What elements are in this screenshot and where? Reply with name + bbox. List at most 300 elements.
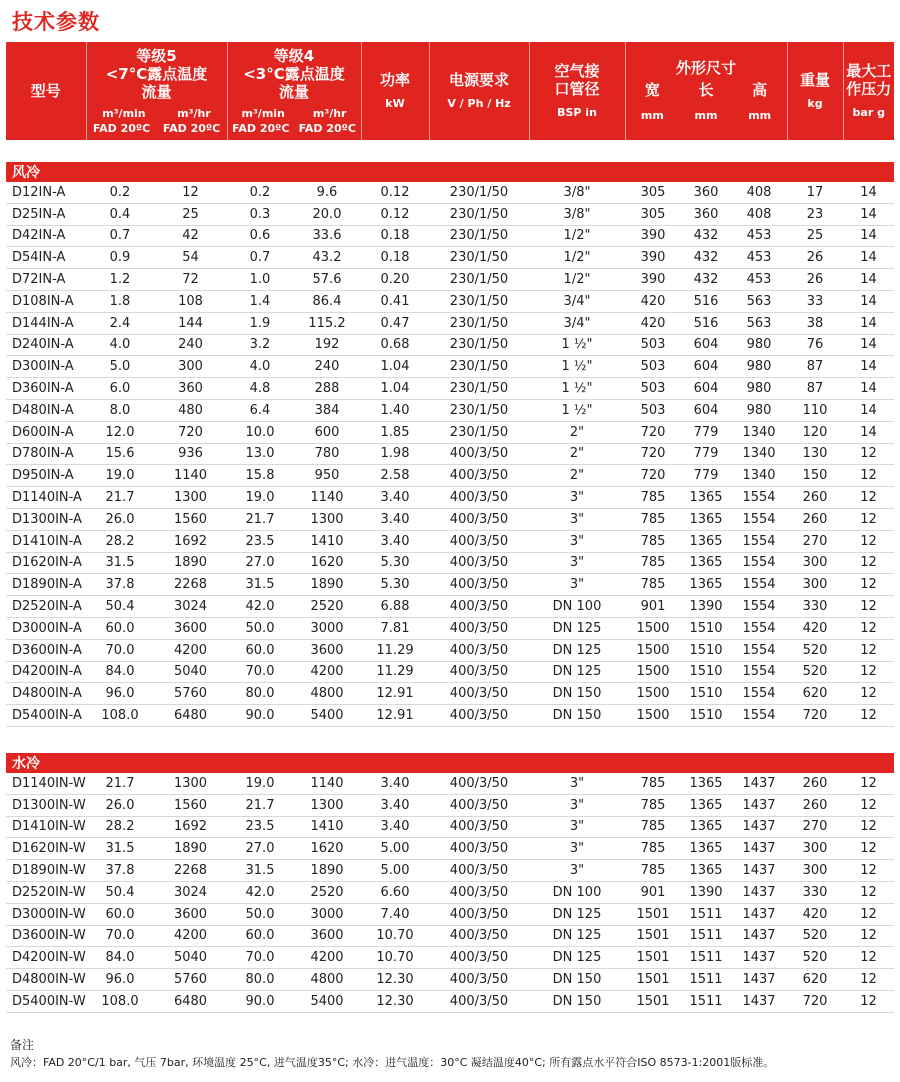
spec-cell: 950 — [293, 465, 361, 487]
spec-cell: 230/1/50 — [429, 312, 529, 334]
model-cell: D480IN-A — [6, 399, 86, 421]
header-pressure: 最大工 作压力 bar g — [843, 42, 894, 140]
spec-cell: 3600 — [154, 617, 227, 639]
spec-cell: 300 — [787, 574, 843, 596]
spec-cell: 1365 — [681, 530, 731, 552]
spec-cell: 23 — [787, 203, 843, 225]
table-row — [6, 487, 894, 509]
spec-cell: 2" — [529, 443, 625, 465]
spec-cell: 1560 — [154, 794, 227, 816]
header-power: 功率 kW — [361, 42, 429, 140]
spec-cell: 563 — [731, 290, 787, 312]
model-cell: D1140IN-A — [6, 487, 86, 509]
spec-cell: 5760 — [154, 683, 227, 705]
spec-cell: 1692 — [154, 530, 227, 552]
spec-cell: DN 125 — [529, 925, 625, 947]
table-row — [6, 969, 894, 991]
spec-cell: 1.2 — [86, 269, 154, 291]
spec-cell: 785 — [625, 530, 681, 552]
model-cell: D25IN-A — [6, 203, 86, 225]
spec-cell: DN 150 — [529, 990, 625, 1012]
spec-cell: DN 100 — [529, 596, 625, 618]
spec-cell: 1510 — [681, 639, 731, 661]
spec-cell: 785 — [625, 508, 681, 530]
spec-cell: 14 — [843, 290, 894, 312]
spec-cell: 400/3/50 — [429, 969, 529, 991]
spec-cell: 2268 — [154, 860, 227, 882]
spec-cell: 43.2 — [293, 247, 361, 269]
spec-cell: 4200 — [293, 947, 361, 969]
spec-cell: 980 — [731, 378, 787, 400]
spec-cell: 1365 — [681, 574, 731, 596]
spec-cell: 33.6 — [293, 225, 361, 247]
spec-cell: 1510 — [681, 661, 731, 683]
spec-cell: 1554 — [731, 683, 787, 705]
spec-cell: 400/3/50 — [429, 443, 529, 465]
spec-cell: 96.0 — [86, 969, 154, 991]
spec-cell: 3.40 — [361, 773, 429, 794]
page-title: 技术参数 — [12, 10, 100, 34]
spec-cell: 1554 — [731, 574, 787, 596]
spec-cell: 1365 — [681, 860, 731, 882]
table-row — [6, 925, 894, 947]
spec-cell: 5760 — [154, 969, 227, 991]
spec-cell: 1890 — [293, 574, 361, 596]
spec-cell: 1140 — [293, 773, 361, 794]
spec-cell: 3.2 — [227, 334, 293, 356]
spec-cell: 300 — [787, 860, 843, 882]
spec-cell: 1.04 — [361, 356, 429, 378]
table-row — [6, 990, 894, 1012]
spec-cell: 620 — [787, 969, 843, 991]
notes-label: 备注 — [10, 1038, 35, 1052]
table-row — [6, 552, 894, 574]
spec-cell: 3" — [529, 508, 625, 530]
spec-cell: 1410 — [293, 530, 361, 552]
spec-cell: 130 — [787, 443, 843, 465]
spec-cell: 1140 — [154, 465, 227, 487]
model-cell: D1620IN-W — [6, 838, 86, 860]
spec-cell: 516 — [681, 290, 731, 312]
model-cell: D5400IN-W — [6, 990, 86, 1012]
spec-cell: 2520 — [293, 881, 361, 903]
spec-cell: 5.30 — [361, 552, 429, 574]
spec-cell: 503 — [625, 356, 681, 378]
table-row — [6, 312, 894, 334]
table-row — [6, 465, 894, 487]
model-cell: D1300IN-W — [6, 794, 86, 816]
spec-cell: 720 — [787, 990, 843, 1012]
spec-cell: 37.8 — [86, 574, 154, 596]
spec-cell: 1554 — [731, 508, 787, 530]
spec-cell: 720 — [625, 465, 681, 487]
spec-cell: 305 — [625, 182, 681, 203]
model-cell: D4200IN-A — [6, 661, 86, 683]
spec-cell: 230/1/50 — [429, 290, 529, 312]
spec-cell: 400/3/50 — [429, 881, 529, 903]
spec-cell: DN 125 — [529, 903, 625, 925]
spec-cell: 1500 — [625, 639, 681, 661]
spec-cell: 1300 — [154, 773, 227, 794]
spec-cell: 3600 — [154, 903, 227, 925]
spec-cell: 0.6 — [227, 225, 293, 247]
spec-cell: 5400 — [293, 705, 361, 727]
model-cell: D1620IN-A — [6, 552, 86, 574]
header-dimensions: 外形尺寸 宽 长 高 mm mm mm — [625, 42, 787, 140]
spec-cell: 503 — [625, 334, 681, 356]
spec-cell: 15.6 — [86, 443, 154, 465]
spec-cell: 1.98 — [361, 443, 429, 465]
spec-cell: 20.0 — [293, 203, 361, 225]
spec-cell: 19.0 — [86, 465, 154, 487]
spec-cell: 503 — [625, 399, 681, 421]
spec-cell: 2520 — [293, 596, 361, 618]
spec-cell: 1554 — [731, 530, 787, 552]
spec-cell: 1890 — [154, 552, 227, 574]
spec-cell: 936 — [154, 443, 227, 465]
spec-cell: 432 — [681, 225, 731, 247]
spec-cell: 12 — [843, 443, 894, 465]
spec-cell: 420 — [625, 312, 681, 334]
section-header-air: 风冷 — [6, 162, 894, 182]
spec-cell: 6.4 — [227, 399, 293, 421]
spec-cell: 12 — [843, 860, 894, 882]
model-cell: D2520IN-W — [6, 881, 86, 903]
spec-cell: 7.81 — [361, 617, 429, 639]
spec-cell: 10.70 — [361, 947, 429, 969]
table-row — [6, 443, 894, 465]
spec-cell: 520 — [787, 639, 843, 661]
spec-cell: 108.0 — [86, 705, 154, 727]
section-header-water: 水冷 — [6, 753, 894, 773]
model-cell: D1890IN-A — [6, 574, 86, 596]
spec-cell: 400/3/50 — [429, 838, 529, 860]
spec-cell: 26 — [787, 269, 843, 291]
spec-cell: 400/3/50 — [429, 947, 529, 969]
model-cell: D72IN-A — [6, 269, 86, 291]
spec-cell: 60.0 — [227, 925, 293, 947]
spec-cell: 23.5 — [227, 816, 293, 838]
notes-text: 风冷：FAD 20°C/1 bar, 气压 7bar, 环境温度 25°C, 进气温度35°C; 水冷：进气温度：30°C 凝结温度40°C; 所有露点水平符合ISO 8573-1:2001版标准。 — [10, 1056, 775, 1069]
model-cell: D1300IN-A — [6, 508, 86, 530]
spec-cell: 1340 — [731, 421, 787, 443]
spec-cell: 420 — [625, 290, 681, 312]
spec-cell: 12 — [843, 487, 894, 509]
spec-cell: 1365 — [681, 773, 731, 794]
spec-cell: 33 — [787, 290, 843, 312]
spec-cell: 400/3/50 — [429, 574, 529, 596]
header-supply: 电源要求 V / Ph / Hz — [429, 42, 529, 140]
spec-cell: 3" — [529, 794, 625, 816]
spec-cell: 110 — [787, 399, 843, 421]
spec-cell: 1365 — [681, 552, 731, 574]
spec-cell: 70.0 — [227, 661, 293, 683]
spec-cell: 400/3/50 — [429, 705, 529, 727]
spec-cell: 1365 — [681, 838, 731, 860]
spec-cell: 42 — [154, 225, 227, 247]
spec-cell: 230/1/50 — [429, 421, 529, 443]
table-row — [6, 508, 894, 530]
spec-cell: 12 — [843, 925, 894, 947]
spec-cell: 0.20 — [361, 269, 429, 291]
spec-cell: 230/1/50 — [429, 182, 529, 203]
spec-cell: DN 150 — [529, 969, 625, 991]
model-cell: D3000IN-W — [6, 903, 86, 925]
spec-cell: 1511 — [681, 903, 731, 925]
spec-cell: 4.8 — [227, 378, 293, 400]
spec-cell: 5040 — [154, 661, 227, 683]
spec-cell: 13.0 — [227, 443, 293, 465]
spec-cell: 150 — [787, 465, 843, 487]
spec-cell: 3" — [529, 773, 625, 794]
header-model: 型号 — [6, 42, 86, 140]
spec-cell: 12.30 — [361, 990, 429, 1012]
spec-cell: 1/2" — [529, 269, 625, 291]
spec-cell: 3.40 — [361, 816, 429, 838]
spec-cell: 1620 — [293, 838, 361, 860]
table-row — [6, 639, 894, 661]
spec-cell: 12 — [843, 816, 894, 838]
table-row — [6, 705, 894, 727]
spec-cell: 1554 — [731, 552, 787, 574]
spec-cell: 115.2 — [293, 312, 361, 334]
spec-cell: 384 — [293, 399, 361, 421]
model-cell: D3000IN-A — [6, 617, 86, 639]
spec-cell: 26 — [787, 247, 843, 269]
spec-cell: 11.29 — [361, 661, 429, 683]
spec-cell: 3600 — [293, 925, 361, 947]
spec-cell: 720 — [154, 421, 227, 443]
spec-cell: 260 — [787, 773, 843, 794]
table-row — [6, 225, 894, 247]
spec-cell: 7.40 — [361, 903, 429, 925]
spec-cell: 8.0 — [86, 399, 154, 421]
spec-cell: 26.0 — [86, 794, 154, 816]
spec-cell: 76 — [787, 334, 843, 356]
spec-cell: 779 — [681, 421, 731, 443]
spec-cell: 400/3/50 — [429, 639, 529, 661]
table-row — [6, 182, 894, 203]
spec-cell: 6480 — [154, 705, 227, 727]
spec-cell: 0.7 — [86, 225, 154, 247]
spec-cell: 0.18 — [361, 247, 429, 269]
spec-cell: 14 — [843, 225, 894, 247]
spec-cell: 5.00 — [361, 838, 429, 860]
spec-cell: 980 — [731, 399, 787, 421]
spec-cell: 260 — [787, 794, 843, 816]
spec-cell: 520 — [787, 925, 843, 947]
spec-cell: 60.0 — [86, 617, 154, 639]
spec-cell: 31.5 — [86, 838, 154, 860]
table-row — [6, 247, 894, 269]
spec-cell: 28.2 — [86, 816, 154, 838]
spec-cell: 21.7 — [86, 773, 154, 794]
spec-cell: 11.29 — [361, 639, 429, 661]
spec-cell: DN 125 — [529, 639, 625, 661]
spec-cell: 600 — [293, 421, 361, 443]
spec-cell: 240 — [293, 356, 361, 378]
water-cooled-body — [6, 726, 894, 1012]
spec-cell: 42.0 — [227, 596, 293, 618]
spec-cell: 25 — [787, 225, 843, 247]
spec-cell: 1437 — [731, 816, 787, 838]
spec-cell: 1554 — [731, 705, 787, 727]
spec-cell: 1501 — [625, 990, 681, 1012]
spec-cell: 360 — [681, 203, 731, 225]
spec-cell: 0.41 — [361, 290, 429, 312]
spec-cell: 1511 — [681, 969, 731, 991]
spec-cell: 1300 — [293, 794, 361, 816]
spec-cell: 14 — [843, 269, 894, 291]
spec-cell: 31.5 — [227, 574, 293, 596]
table-row — [6, 661, 894, 683]
spec-cell: 3000 — [293, 903, 361, 925]
spec-cell: 1.40 — [361, 399, 429, 421]
spec-cell: 604 — [681, 334, 731, 356]
spec-cell: 400/3/50 — [429, 903, 529, 925]
spec-cell: 27.0 — [227, 838, 293, 860]
spec-cell: 2.58 — [361, 465, 429, 487]
spec-cell: 1437 — [731, 925, 787, 947]
spec-cell: 23.5 — [227, 530, 293, 552]
spec-cell: 12 — [843, 661, 894, 683]
spec-cell: 12.91 — [361, 683, 429, 705]
air-cooled-body — [6, 140, 894, 726]
spec-cell: 21.7 — [86, 487, 154, 509]
spec-cell: 1510 — [681, 705, 731, 727]
spec-cell: 453 — [731, 247, 787, 269]
spec-cell: 12 — [843, 969, 894, 991]
spec-cell: 785 — [625, 773, 681, 794]
model-cell: D4800IN-A — [6, 683, 86, 705]
spec-cell: 14 — [843, 421, 894, 443]
spec-cell: 90.0 — [227, 705, 293, 727]
spec-cell: 779 — [681, 443, 731, 465]
spec-cell: 87 — [787, 378, 843, 400]
spec-cell: 50.0 — [227, 903, 293, 925]
spec-cell: 14 — [843, 399, 894, 421]
spec-cell: DN 125 — [529, 617, 625, 639]
spec-cell: 0.9 — [86, 247, 154, 269]
spec-cell: 14 — [843, 247, 894, 269]
model-cell: D12IN-A — [6, 182, 86, 203]
spec-cell: 720 — [625, 443, 681, 465]
spec-cell: 1437 — [731, 860, 787, 882]
spec-cell: 108.0 — [86, 990, 154, 1012]
model-cell: D3600IN-A — [6, 639, 86, 661]
spec-cell: 6.0 — [86, 378, 154, 400]
spec-cell: 1300 — [293, 508, 361, 530]
spec-cell: 1692 — [154, 816, 227, 838]
spec-cell: 12 — [843, 838, 894, 860]
spec-cell: 453 — [731, 269, 787, 291]
spec-cell: 300 — [154, 356, 227, 378]
spec-cell: 480 — [154, 399, 227, 421]
model-cell: D1410IN-W — [6, 816, 86, 838]
spec-cell: 3600 — [293, 639, 361, 661]
spec-cell: DN 100 — [529, 881, 625, 903]
spec-cell: 1511 — [681, 990, 731, 1012]
spec-cell: 3" — [529, 838, 625, 860]
spec-table — [6, 42, 894, 1013]
spec-cell: 6.88 — [361, 596, 429, 618]
table-row — [6, 530, 894, 552]
spec-cell: 70.0 — [227, 947, 293, 969]
spec-cell: 360 — [681, 182, 731, 203]
spec-cell: 0.18 — [361, 225, 429, 247]
spec-cell: 785 — [625, 487, 681, 509]
spec-cell: 12 — [843, 705, 894, 727]
spec-cell: 1890 — [154, 838, 227, 860]
spec-cell: 17 — [787, 182, 843, 203]
spec-cell: 1437 — [731, 969, 787, 991]
spec-cell: 2268 — [154, 574, 227, 596]
spec-cell: 720 — [787, 705, 843, 727]
spec-cell: 12 — [843, 639, 894, 661]
header-grade5: 等级5 <7°C露点温度 流量 m³/min m³/hr FAD 20ºC FAD 20ºC — [86, 42, 227, 140]
spec-cell: 330 — [787, 596, 843, 618]
spec-cell: 1365 — [681, 487, 731, 509]
spec-cell: 4200 — [154, 925, 227, 947]
spec-cell: 31.5 — [227, 860, 293, 882]
spec-cell: 26.0 — [86, 508, 154, 530]
spec-cell: 400/3/50 — [429, 816, 529, 838]
spec-cell: 785 — [625, 860, 681, 882]
table-row — [6, 881, 894, 903]
spec-cell: 3" — [529, 574, 625, 596]
spec-cell: 4.0 — [86, 334, 154, 356]
table-row — [6, 816, 894, 838]
spec-cell: 12 — [154, 182, 227, 203]
spec-cell: 14 — [843, 334, 894, 356]
spec-cell: 72 — [154, 269, 227, 291]
spec-cell: 1501 — [625, 947, 681, 969]
spec-cell: 330 — [787, 881, 843, 903]
spec-cell: 785 — [625, 838, 681, 860]
spec-cell: 9.6 — [293, 182, 361, 203]
model-cell: D4200IN-W — [6, 947, 86, 969]
spec-cell: 2.4 — [86, 312, 154, 334]
spec-cell: 400/3/50 — [429, 773, 529, 794]
spec-cell: 785 — [625, 552, 681, 574]
table-row — [6, 903, 894, 925]
spec-cell: 2" — [529, 421, 625, 443]
table-header-row — [6, 42, 894, 140]
header-pipe: 空气接 口管径 BSP in — [529, 42, 625, 140]
table-row — [6, 860, 894, 882]
spec-cell: 12 — [843, 947, 894, 969]
spec-cell: 1365 — [681, 794, 731, 816]
spec-cell: 1.8 — [86, 290, 154, 312]
spec-cell: 14 — [843, 378, 894, 400]
spec-cell: 230/1/50 — [429, 247, 529, 269]
spec-cell: 1437 — [731, 881, 787, 903]
spec-cell: 21.7 — [227, 508, 293, 530]
spec-cell: 1554 — [731, 639, 787, 661]
spec-cell: 3/8" — [529, 182, 625, 203]
spec-cell: 60.0 — [86, 903, 154, 925]
model-cell: D144IN-A — [6, 312, 86, 334]
spec-cell: 19.0 — [227, 773, 293, 794]
spec-cell: 240 — [154, 334, 227, 356]
spec-cell: 80.0 — [227, 969, 293, 991]
table-row — [6, 356, 894, 378]
spec-cell: 21.7 — [227, 794, 293, 816]
spec-cell: 390 — [625, 225, 681, 247]
spec-cell: 5.00 — [361, 860, 429, 882]
spec-cell: 563 — [731, 312, 787, 334]
spec-cell: 520 — [787, 947, 843, 969]
